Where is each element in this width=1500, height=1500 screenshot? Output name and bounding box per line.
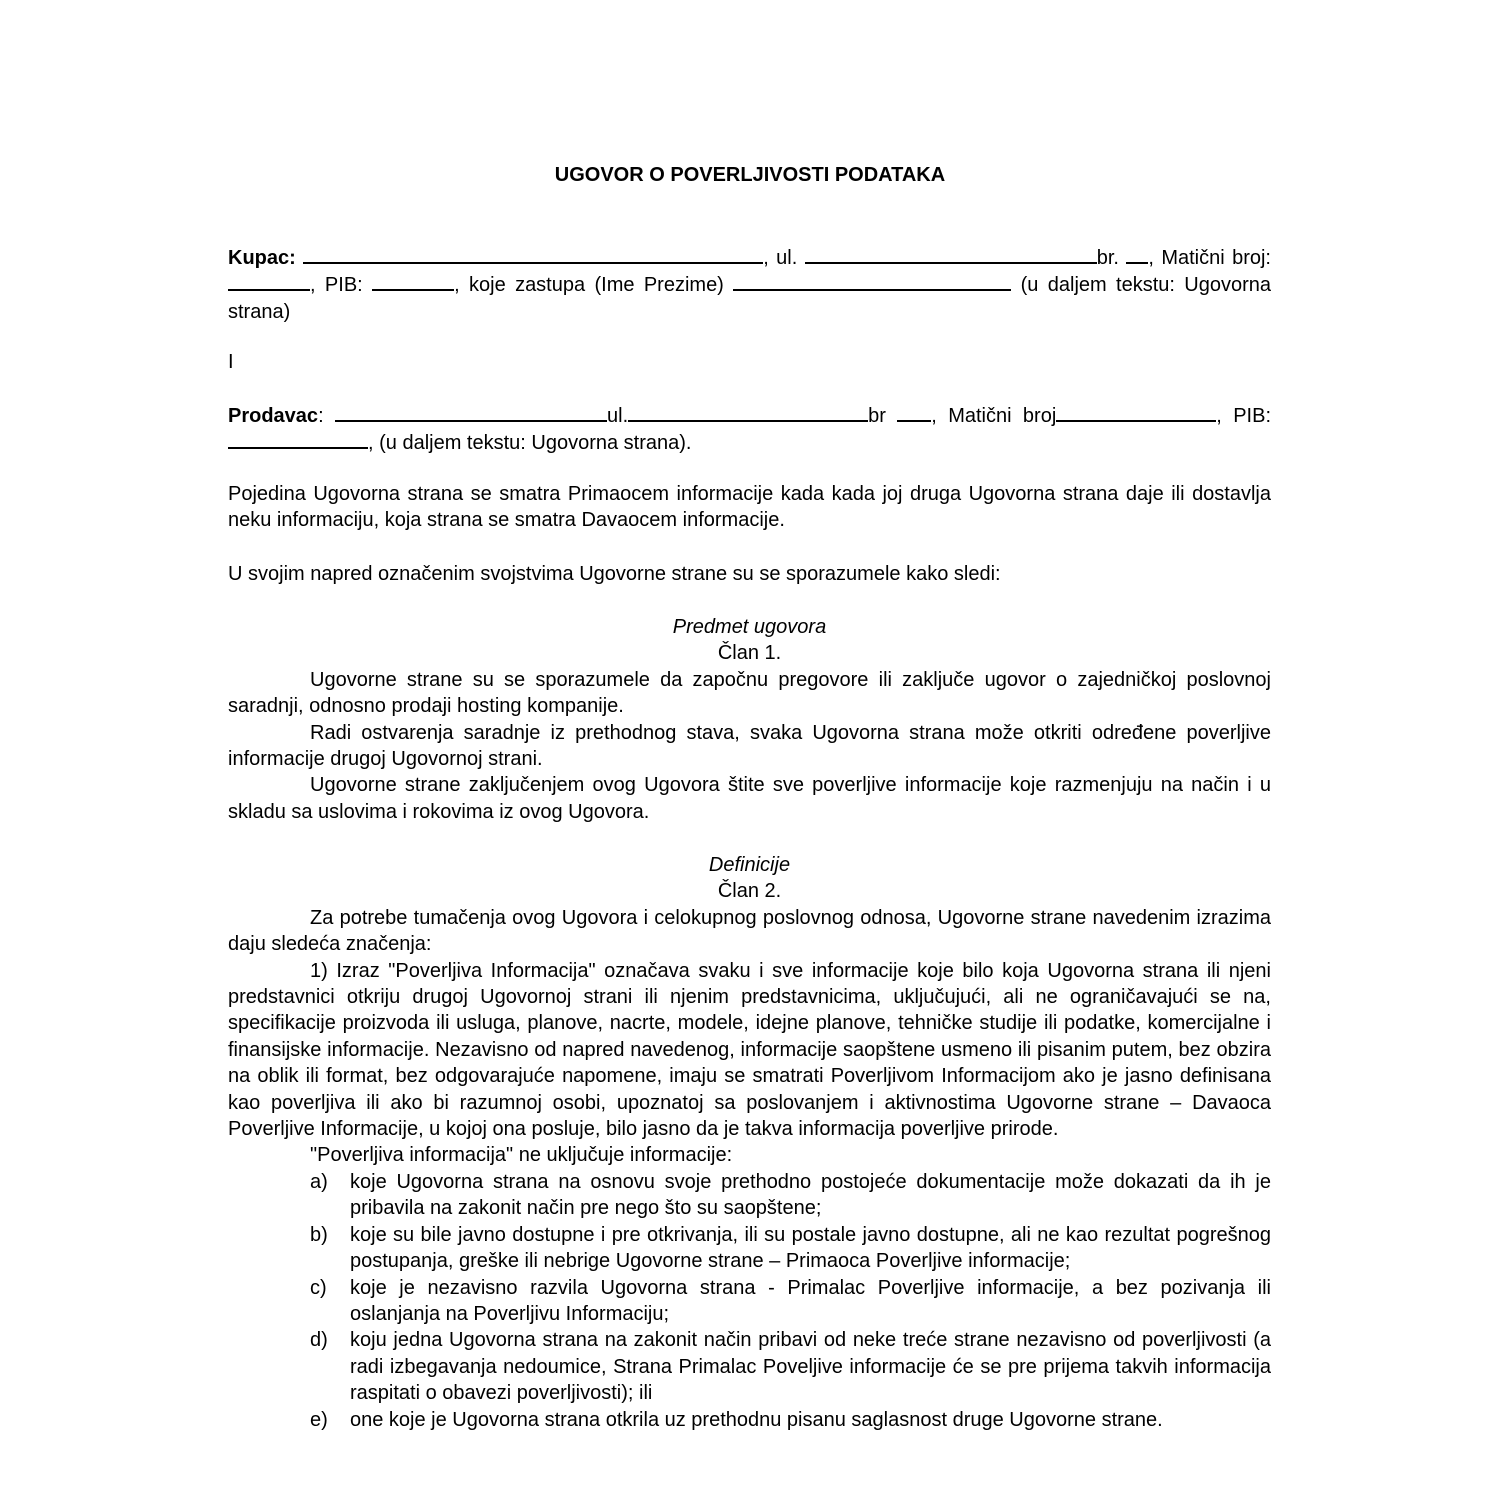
text: PIB: bbox=[1233, 405, 1272, 427]
list-text: koje Ugovorna strana na osnovu svoje prethodno postojeće dokumentacije može dokazati da ih je pribavila na zakonit način pre nego što su saopštene; bbox=[350, 1170, 1271, 1220]
list-label: a) bbox=[310, 1170, 328, 1193]
buyer-number-blank[interactable] bbox=[1126, 244, 1148, 264]
list-item bbox=[228, 1222, 1271, 1275]
seller-label: Prodavac bbox=[228, 405, 319, 427]
text: ul. bbox=[607, 405, 629, 427]
list-text: koju jedna Ugovorna strana na zakonit način pribavi od neke treće strane nezavisno od poverljivosti (a radi izbegavanja nedoumice, Strana Primalac Poveljive informacije će se pre prijema takvih informacija raspitati o obavezi poverljivosti); ili bbox=[350, 1329, 1271, 1405]
buyer-name-blank[interactable] bbox=[303, 244, 763, 264]
list-label: e) bbox=[310, 1408, 328, 1431]
paragraph: Radi ostvarenja saradnje iz prethodnog stava, svaka Ugovorna strana može otkriti određene poverljive informacije drugoj Ugovornoj strani. bbox=[228, 721, 1271, 771]
seller-street-blank[interactable] bbox=[628, 402, 868, 422]
seller-pib-blank[interactable] bbox=[228, 429, 368, 449]
paragraph: "Poverljiva informacija" ne uključuje informacije: bbox=[310, 1144, 733, 1167]
list-item bbox=[228, 1407, 1271, 1433]
intro-statement: U svojim napred označenim svojstvima Ugovorne strane su se sporazumele kako sledi: bbox=[228, 563, 1001, 585]
buyer-party-block bbox=[228, 244, 1271, 325]
seller-name-blank[interactable] bbox=[335, 402, 607, 422]
paragraph: Za potrebe tumačenja ovog Ugovora i celokupnog poslovnog odnosa, Ugovorne strane navedenim izrazima daju sledeća značenja: bbox=[228, 906, 1271, 956]
text: , (u daljem tekstu: Ugovorna strana). bbox=[368, 432, 692, 455]
text: , Matični broj bbox=[931, 405, 1057, 427]
article-number: Član 1. bbox=[717, 642, 782, 665]
list-text: koje je nezavisno razvila Ugovorna strana - Primalac Poverljive informacije, a bez pozivanja ili oslanjanja na Poverljivu Informaciju; bbox=[350, 1276, 1271, 1325]
intro-paragraph: Pojedina Ugovorna strana se smatra Primaocem informacije kada kada joj druga Ugovorna strana daje ili dostavlja neku informaciju, koja strana se smatra Davaocem informacije. bbox=[228, 483, 1271, 532]
list-text: koje su bile javno dostupne i pre otkrivanja, ili su postale javno dostupne, ali ne kao rezultat pogrešnog postupanja, greške ili nebrige Ugovorne strane – Primaoca Poverljive informacije; bbox=[350, 1223, 1271, 1273]
section-2 bbox=[228, 852, 1271, 1433]
list-text: one koje je Ugovorna strana otkrila uz prethodnu pisanu saglasnost druge Ugovorne strane. bbox=[350, 1408, 1163, 1431]
paragraph: Ugovorne strane su se sporazumele da započnu pregovore ili zaključe ugovor o zajedničkoj poslovnoj saradnji, odnosno prodaji hosting kompanije. bbox=[228, 668, 1271, 718]
list-item bbox=[228, 1327, 1271, 1406]
section-heading: Predmet ugovora bbox=[672, 616, 827, 638]
list-item bbox=[228, 1169, 1271, 1222]
list-label: d) bbox=[310, 1329, 328, 1352]
section-heading: Definicije bbox=[708, 854, 791, 876]
list-item bbox=[228, 1275, 1271, 1328]
section-1 bbox=[228, 614, 1271, 825]
text: (u daljem tekstu: Ugovorna strana) bbox=[228, 274, 1272, 323]
text: , koje zastupa (Ime Prezime) bbox=[454, 274, 724, 297]
seller-number-blank[interactable] bbox=[897, 402, 931, 422]
list-label: b) bbox=[310, 1223, 328, 1246]
text: : bbox=[318, 405, 324, 427]
text: , PIB: bbox=[310, 274, 363, 297]
seller-reg-blank[interactable] bbox=[1056, 402, 1216, 422]
text: br. bbox=[1096, 247, 1119, 269]
conjunction: I bbox=[228, 351, 234, 373]
buyer-reg-blank[interactable] bbox=[228, 271, 310, 291]
document-title: UGOVOR O POVERLJIVOSTI PODATAKA bbox=[554, 164, 946, 186]
seller-party-block bbox=[228, 402, 1271, 457]
paragraph: Ugovorne strane zaključenjem ovog Ugovora štite sve poverljive informacije koje razmenjuju na način i u skladu sa uslovima i rokovima iz ovog Ugovora. bbox=[228, 774, 1271, 823]
buyer-label: Kupac: bbox=[228, 247, 296, 269]
text: , ul. bbox=[763, 247, 798, 269]
list-label: c) bbox=[310, 1276, 327, 1299]
buyer-pib-blank[interactable] bbox=[372, 271, 454, 291]
buyer-street-blank[interactable] bbox=[805, 244, 1097, 264]
buyer-representative-blank[interactable] bbox=[733, 271, 1011, 291]
text: , bbox=[1216, 405, 1222, 427]
article-number: Član 2. bbox=[717, 880, 782, 903]
text: br bbox=[868, 405, 886, 427]
paragraph: 1) Izraz "Poverljiva Informacija" označava svaku i sve informacije koje bilo koja Ugovorna strana ili njeni predstavnici otkriju drugoj Ugovornoj strani ili njenim predstavnicima, uključujući, ali ne ograničavajući se na, specifikacije proizvoda ili usluga, planove, nacrte, modele, idejne planove, tehničke studije ili podatke, komercijalne i finansijske informacije. Nezavisno od napred navedenog, informacije saopštene usmeno ili pisanim putem, bez obzira na oblik ili format, bez odgovarajuće napomene, imaju se smatrati Poverljivom Informacijom ako je jasno definisana kao poverljiva ili ako bi razumnoj osobi, upoznatoj sa poslovanjem i aktivnostima Ugovorne strane – Davaoca Poverljive Informacije, u kojoj ona posluje, bilo jasno da je takva informacija poverljive prirode. bbox=[228, 959, 1271, 1141]
text: , Matični broj: bbox=[1148, 247, 1271, 269]
